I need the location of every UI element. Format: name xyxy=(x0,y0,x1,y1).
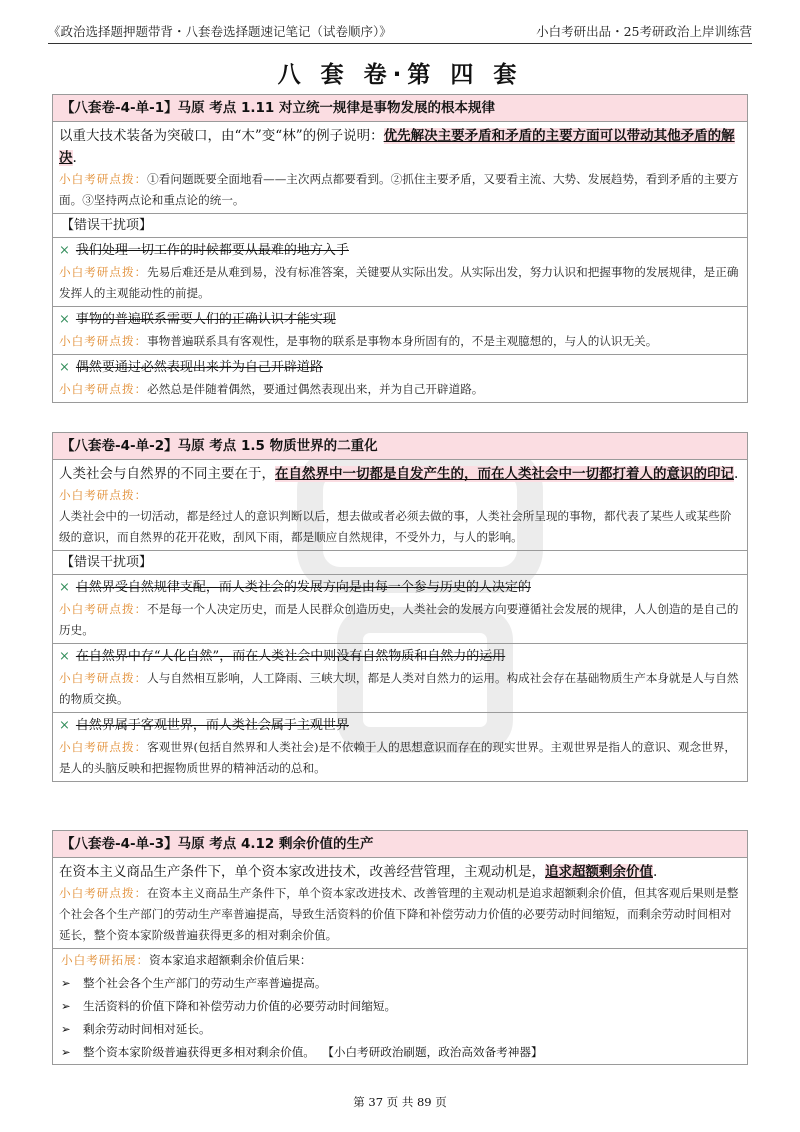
cross-icon: × xyxy=(59,718,70,733)
arrow-bullet-icon: ➢ xyxy=(61,1022,71,1036)
wrong-section-label: 【错误干扰项】 xyxy=(53,550,747,575)
tip-text: 客观世界(包括自然界和人类社会)是不依赖于人的思想意识而存在的现实世界。主观世界是指人的意识、观念世界，是人的头脑反映和把握物质世界的精神活动的总和。 xyxy=(59,740,736,775)
wrong-option-text: 自然界受自然规律支配，而人类社会的发展方向是由每一个参与历史的人决定的 xyxy=(75,580,531,595)
list-item xyxy=(53,1018,747,1041)
stem-text: 以重大技术装备为突破口，由“木”变“林”的例子说明： xyxy=(59,128,384,144)
cross-icon: × xyxy=(59,312,70,327)
stem-text: 人类社会与自然界的不同主要在于， xyxy=(59,466,275,482)
cross-icon: × xyxy=(59,649,70,664)
question-block-1 xyxy=(52,94,748,403)
tip-text: 事物普遍联系具有客观性，是事物的联系是事物本身所固有的，不是主观臆想的，与人的认识无关。 xyxy=(147,334,658,348)
wrong-option-text: 自然界属于客观世界，而人类社会属于主观世界 xyxy=(75,718,349,733)
wrong-option-text: 事物的普遍联系需要人们的正确认识才能实现 xyxy=(75,312,336,327)
tip-text: ①看问题既要全面地看——主次两点都要看到。②抓住主要矛盾，又要看主流、大势、发展趋势，看到矛盾的主要方面。③坚持两点论和重点论的统一。 xyxy=(59,172,739,207)
wrong-option xyxy=(53,238,747,307)
tip-label: 小白考研点拨： xyxy=(59,671,148,685)
tip-paragraph xyxy=(53,883,747,949)
page-footer: 第 37 页 共 89 页 xyxy=(353,1095,447,1109)
wrong-option xyxy=(53,307,747,355)
answer-highlight: 在自然界中一切都是自发产生的，而在人类社会中一切都打着人的意识的印记 xyxy=(275,466,734,482)
stem-text: 在资本主义商品生产条件下，单个资本家改进技术，改善经营管理，主观动机是， xyxy=(59,864,545,880)
question-block-2 xyxy=(52,432,748,782)
question-stem xyxy=(53,122,747,169)
extension-title-text: 资本家追求超额剩余价值后果： xyxy=(149,953,312,967)
wrong-option xyxy=(53,355,747,402)
list-item xyxy=(53,995,747,1018)
tip-label: 小白考研点拨： xyxy=(59,602,148,616)
answer-highlight: 追求超额剩余价值 xyxy=(545,864,653,880)
tip-label: 小白考研点拨： xyxy=(59,886,148,900)
tip-text: 不是每一个人决定历史，而是人民群众创造历史，人类社会的发展方向要遵循社会发展的规律，人人创造的是自己的历史。 xyxy=(59,602,739,637)
wrong-option-text: 在自然界中存“人化自然”，而在人类社会中则没有自然物质和自然力的运用 xyxy=(75,649,506,664)
question-block-3 xyxy=(52,830,748,1065)
extension-title xyxy=(53,949,747,972)
list-item-text: 整个社会各个生产部门的劳动生产率普遍提高。 xyxy=(83,976,327,990)
question-header: 【八套卷-4-单-1】马原 考点 1.11 对立统一规律是事物发展的根本规律 xyxy=(53,95,747,122)
wrong-option xyxy=(53,575,747,644)
extension-label: 小白考研拓展： xyxy=(61,953,150,967)
page-title: 八 套 卷·第 四 套 xyxy=(277,62,523,88)
stem-end: . xyxy=(734,466,739,482)
cross-icon: × xyxy=(59,243,70,258)
wrong-section-label: 【错误干扰项】 xyxy=(53,213,747,238)
stem-end: . xyxy=(72,150,77,166)
tip-text: 人类社会中的一切活动，都是经过人的意识判断以后，想去做或者必须去做的事，人类社会所呈现的事物，都代表了某些人或某些阶级的意识，而自然界的花开花败，刮风下雨，都是顺应自然规律，不受外力，与人的影响。 xyxy=(59,509,732,544)
tip-text: 在资本主义商品生产条件下，单个资本家改进技术、改善管理的主观动机是追求超额剩余价值，但其客观后果则是整个社会各个生产部门的劳动生产率普遍提高，导致生活资料的价值下降和补偿劳动力价值的必要劳动时间缩短，而剩余劳动时间相对延长，整个资本家阶级普遍获得更多的相对剩余价值。 xyxy=(59,886,739,942)
page-header xyxy=(48,20,752,42)
tip-label: 小白考研点拨： xyxy=(59,265,148,279)
cross-icon: × xyxy=(59,580,70,595)
wrong-option xyxy=(53,644,747,713)
tip-paragraph xyxy=(53,169,747,213)
question-header: 【八套卷-4-单-3】马原 考点 4.12 剩余价值的生产 xyxy=(53,831,747,858)
promo-text: 【小白考研政治刷题，政治高效备考神器】 xyxy=(322,1045,543,1059)
list-item-text: 整个资本家阶级普遍获得更多相对剩余价值。 xyxy=(83,1045,315,1059)
wrong-option xyxy=(53,713,747,781)
tip-label: 小白考研点拨： xyxy=(59,172,148,186)
arrow-bullet-icon: ➢ xyxy=(61,1045,71,1059)
header-right-text: 小白考研出品・25考研政治上岸训练营 xyxy=(536,24,752,39)
stem-end: . xyxy=(653,864,658,880)
tip-label: 小白考研点拨： xyxy=(59,382,148,396)
question-stem xyxy=(53,858,747,883)
list-item xyxy=(53,972,747,995)
tip-label: 小白考研点拨： xyxy=(59,488,148,502)
tip-text: 人与自然相互影响，人工降雨、三峡大坝，都是人类对自然力的运用。构成社会存在基础物质生产本身就是人与自然的物质交换。 xyxy=(59,671,739,706)
tip-text: 必然总是伴随着偶然，要通过偶然表现出来，并为自己开辟道路。 xyxy=(147,382,484,396)
arrow-bullet-icon: ➢ xyxy=(61,976,71,990)
tip-paragraph xyxy=(53,485,747,550)
header-left-text: 《政治选择题押题带背・八套卷选择题速记笔记（试卷顺序）》 xyxy=(48,24,392,39)
arrow-bullet-icon: ➢ xyxy=(61,999,71,1013)
question-stem xyxy=(53,460,747,485)
list-item-text: 生活资料的价值下降和补偿劳动力价值的必要劳动时间缩短。 xyxy=(83,999,397,1013)
question-header: 【八套卷-4-单-2】马原 考点 1.5 物质世界的二重化 xyxy=(53,433,747,460)
wrong-option-text: 偶然要通过必然表现出来并为自己开辟道路 xyxy=(75,360,323,375)
list-item-text: 剩余劳动时间相对延长。 xyxy=(83,1022,211,1036)
header-divider xyxy=(48,43,752,44)
answer-highlight: 优先解决主要矛盾和矛盾的主要方面可以带动其他矛盾的解决 xyxy=(59,128,735,166)
tip-label: 小白考研点拨： xyxy=(59,740,148,754)
tip-label: 小白考研点拨： xyxy=(59,334,148,348)
tip-text: 先易后难还是从难到易，没有标准答案，关键要从实际出发。从实际出发，努力认识和把握事物的发展规律，是正确发挥人的主观能动性的前提。 xyxy=(59,265,739,300)
list-item xyxy=(53,1041,747,1064)
cross-icon: × xyxy=(59,360,70,375)
wrong-option-text: 我们处理一切工作的时候都要从最难的地方入手 xyxy=(75,243,349,258)
